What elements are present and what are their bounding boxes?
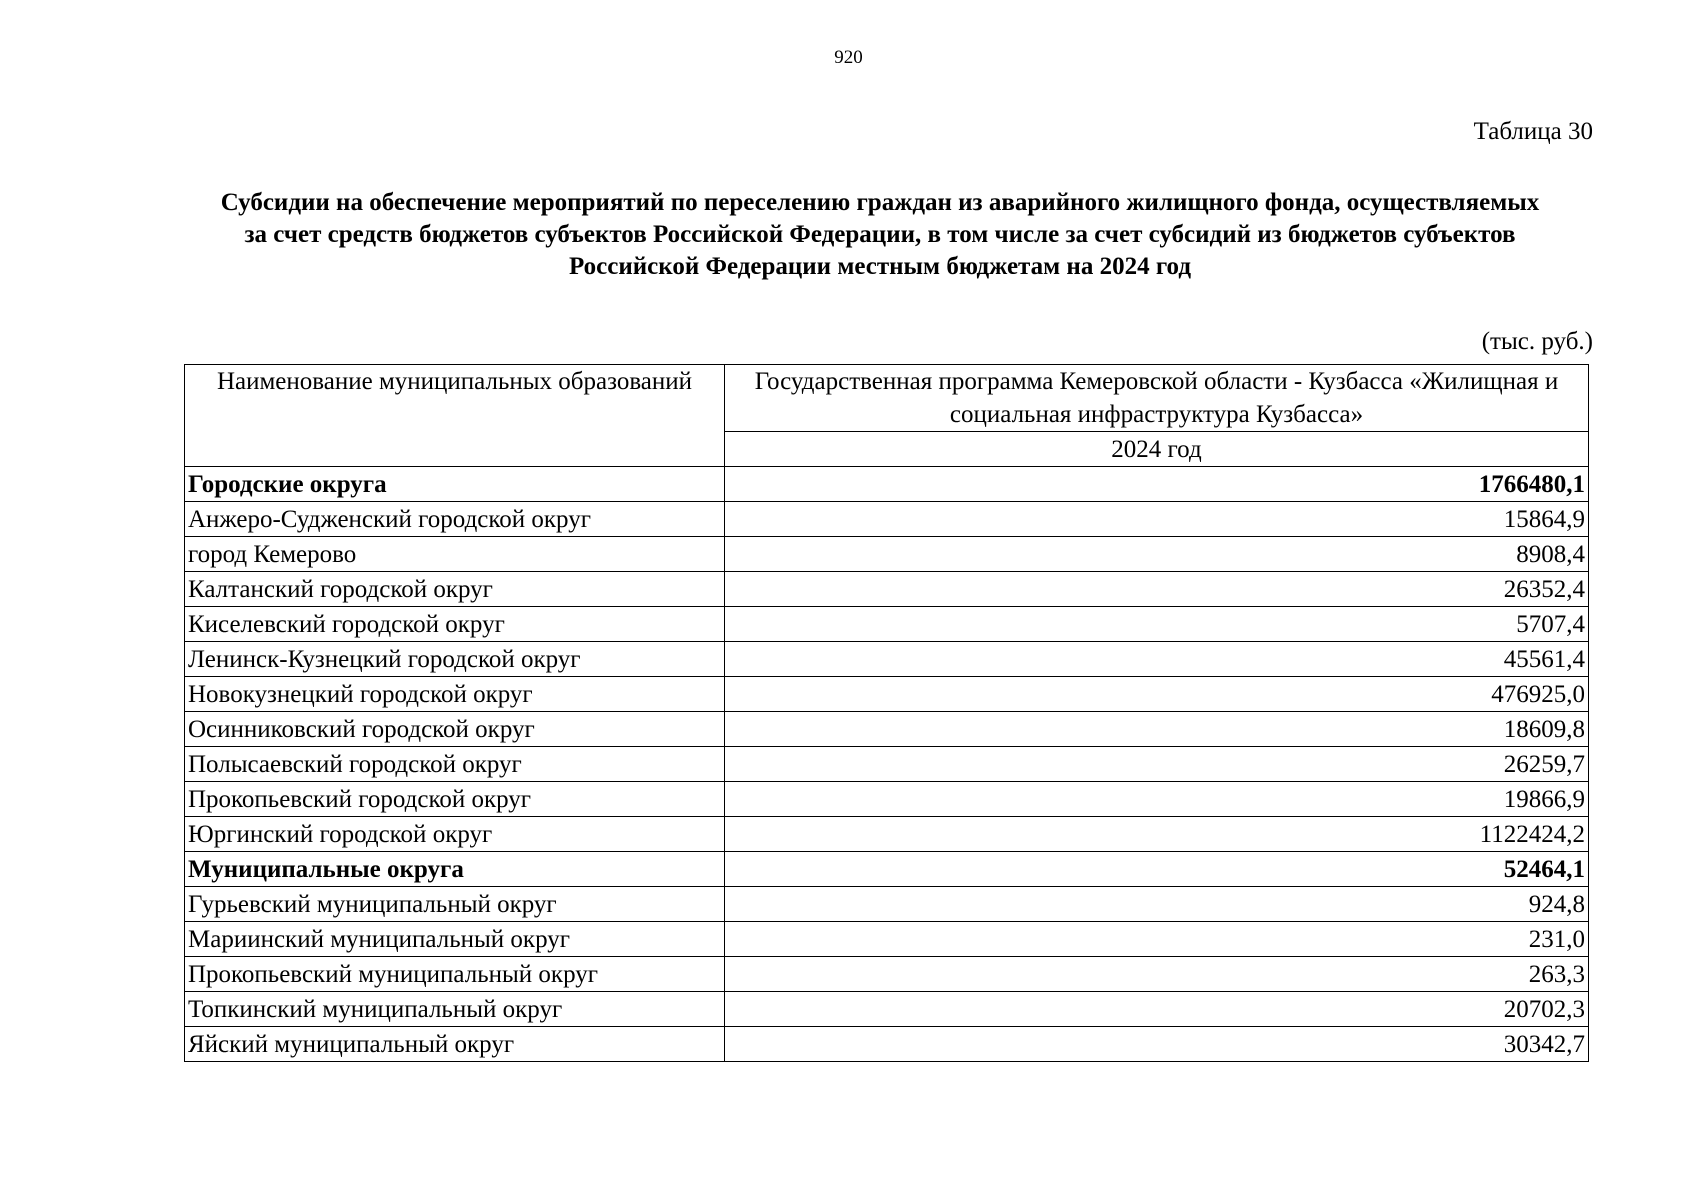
table-row xyxy=(185,642,1589,677)
header-name-column: Наименование муниципальных образований xyxy=(185,365,725,467)
table-row xyxy=(185,537,1589,572)
municipality-name: Прокопьевский городской округ xyxy=(185,782,725,817)
subsidy-value: 26259,7 xyxy=(725,747,1589,782)
subsidy-value: 1766480,1 xyxy=(725,467,1589,502)
subsidy-value: 263,3 xyxy=(725,957,1589,992)
municipality-name: Муниципальные округа xyxy=(185,852,725,887)
table-row xyxy=(185,887,1589,922)
subsidy-value: 476925,0 xyxy=(725,677,1589,712)
subsidy-value: 15864,9 xyxy=(725,502,1589,537)
subsidy-value: 45561,4 xyxy=(725,642,1589,677)
table-row xyxy=(185,747,1589,782)
municipality-name: Калтанский городской округ xyxy=(185,572,725,607)
header-program-column: Государственная программа Кемеровской области - Кузбасса «Жилищная и социальная инфраструктура Кузбасса» xyxy=(725,365,1589,432)
municipality-name: Топкинский муниципальный округ xyxy=(185,992,725,1027)
table-row xyxy=(185,677,1589,712)
municipality-name: Яйский муниципальный округ xyxy=(185,1027,725,1062)
page-number: 920 xyxy=(834,47,863,68)
table-row xyxy=(185,817,1589,852)
subsidy-value: 5707,4 xyxy=(725,607,1589,642)
table-header-row xyxy=(185,365,1589,432)
table-group-row xyxy=(185,467,1589,502)
title-line: Российской Федерации местным бюджетам на 2024 год xyxy=(569,253,1191,280)
table-row xyxy=(185,782,1589,817)
subsidy-value: 8908,4 xyxy=(725,537,1589,572)
title-line: за счет средств бюджетов субъектов Российской Федерации, в том числе за счет субсидий из бюджетов субъектов xyxy=(244,221,1516,248)
municipality-name: город Кемерово xyxy=(185,537,725,572)
subsidy-value: 18609,8 xyxy=(725,712,1589,747)
title-line: Субсидии на обеспечение мероприятий по переселению граждан из аварийного жилищного фонда, осуществляемых xyxy=(220,189,1540,216)
municipality-name: Мариинский муниципальный округ xyxy=(185,922,725,957)
document-title xyxy=(180,187,1580,283)
subsidy-value: 231,0 xyxy=(725,922,1589,957)
subsidy-value: 19866,9 xyxy=(725,782,1589,817)
municipality-name: Новокузнецкий городской округ xyxy=(185,677,725,712)
municipality-name: Ленинск-Кузнецкий городской округ xyxy=(185,642,725,677)
table-row xyxy=(185,922,1589,957)
table-row xyxy=(185,957,1589,992)
table-row xyxy=(185,992,1589,1027)
table-row xyxy=(185,712,1589,747)
municipality-name: Анжеро-Судженский городской округ xyxy=(185,502,725,537)
municipality-name: Киселевский городской округ xyxy=(185,607,725,642)
municipality-name: Прокопьевский муниципальный округ xyxy=(185,957,725,992)
subsidy-value: 30342,7 xyxy=(725,1027,1589,1062)
header-year-column: 2024 год xyxy=(725,432,1589,467)
table-group-row xyxy=(185,852,1589,887)
subsidy-value: 52464,1 xyxy=(725,852,1589,887)
subsidies-table xyxy=(184,364,1589,1062)
units-label: (тыс. руб.) xyxy=(1481,328,1593,355)
municipality-name: Юргинский городской округ xyxy=(185,817,725,852)
table-row xyxy=(185,607,1589,642)
subsidy-value: 20702,3 xyxy=(725,992,1589,1027)
municipality-name: Городские округа xyxy=(185,467,725,502)
table-row xyxy=(185,1027,1589,1062)
table-label: Таблица 30 xyxy=(1473,118,1593,145)
subsidy-value: 1122424,2 xyxy=(725,817,1589,852)
table-row xyxy=(185,502,1589,537)
table-row xyxy=(185,572,1589,607)
subsidy-value: 26352,4 xyxy=(725,572,1589,607)
municipality-name: Гурьевский муниципальный округ xyxy=(185,887,725,922)
subsidy-value: 924,8 xyxy=(725,887,1589,922)
municipality-name: Осинниковский городской округ xyxy=(185,712,725,747)
municipality-name: Полысаевский городской округ xyxy=(185,747,725,782)
